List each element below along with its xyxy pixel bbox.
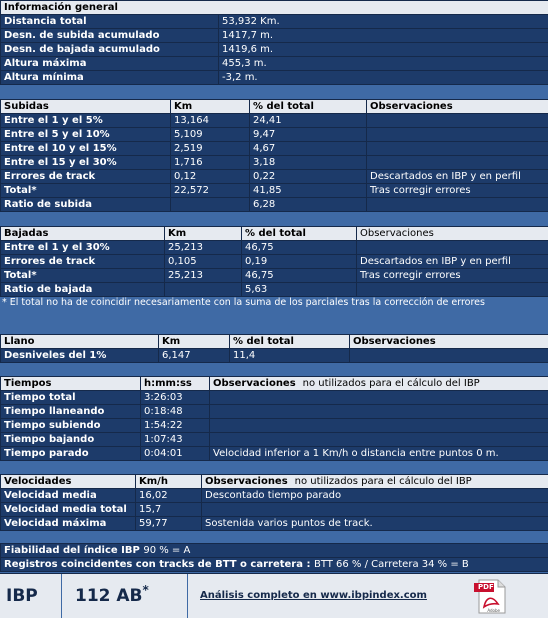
- general-value: 53,932 Km.: [219, 15, 548, 29]
- table-cell: 1:54:22: [141, 419, 210, 433]
- velocidades-header: Km/h: [136, 475, 202, 489]
- ibp-link[interactable]: Análisis completo en www.ibpindex.com: [200, 574, 440, 618]
- general-label: Desn. de bajada acumulado: [1, 43, 219, 57]
- table-cell: 2,519: [171, 142, 250, 156]
- fiabilidad-label: Fiabilidad del índice IBP: [4, 545, 140, 556]
- subidas-table: [0, 99, 548, 212]
- general-label: Desn. de subida acumulado: [1, 29, 219, 43]
- bajadas-header: Km: [165, 227, 242, 241]
- registros-row: [1, 558, 548, 572]
- table-cell: Desniveles del 1%: [1, 349, 159, 363]
- subidas-header: Km: [171, 100, 250, 114]
- table-cell: [350, 349, 548, 363]
- ibp-footer: [0, 573, 548, 618]
- table-cell: [367, 156, 548, 170]
- velocidades-header-label: Observaciones: [205, 476, 288, 487]
- table-cell: 5,109: [171, 128, 250, 142]
- table-cell: Velocidad media: [1, 489, 136, 503]
- table-cell: Total*: [1, 184, 171, 198]
- table-cell: 59,77: [136, 517, 202, 531]
- table-cell: 0,12: [171, 170, 250, 184]
- table-cell: 6,28: [250, 198, 367, 212]
- llano-header: Llano: [1, 335, 159, 349]
- llano-table: [0, 334, 548, 363]
- table-cell: 0:04:01: [141, 447, 210, 461]
- ibp-score-cell: [63, 574, 188, 618]
- table-cell: Entre el 1 y el 30%: [1, 241, 165, 255]
- table-cell: 1:07:43: [141, 433, 210, 447]
- table-cell: Descontado tiempo parado: [202, 489, 548, 503]
- general-value: 1419,6 m.: [219, 43, 548, 57]
- table-cell: Tras corregir errores: [357, 269, 548, 283]
- llano-header: Observaciones: [350, 335, 548, 349]
- table-cell: [367, 142, 548, 156]
- table-cell: Tiempo llaneando: [1, 405, 141, 419]
- svg-text:Adobe: Adobe: [487, 608, 500, 613]
- general-value: 455,3 m.: [219, 57, 548, 71]
- table-cell: 25,213: [165, 241, 242, 255]
- table-cell: [367, 198, 548, 212]
- table-cell: 0,105: [165, 255, 242, 269]
- table-cell: 3,18: [250, 156, 367, 170]
- footnote: * El total no ha de coincidir necesariamente con la suma de los parciales tras la corrección de errores: [0, 297, 548, 308]
- velocidades-table: [0, 474, 548, 531]
- table-cell: [357, 283, 548, 297]
- tiempos-table: [0, 376, 548, 461]
- subidas-header: Observaciones: [367, 100, 548, 114]
- tiempos-header: Tiempos: [1, 377, 141, 391]
- summary-table: [0, 543, 548, 572]
- table-cell: [165, 283, 242, 297]
- tiempos-header-label: Observaciones: [213, 378, 296, 389]
- table-cell: 15,7: [136, 503, 202, 517]
- table-cell: [210, 405, 548, 419]
- table-cell: Entre el 10 y el 15%: [1, 142, 171, 156]
- table-cell: Tiempo subiendo: [1, 419, 141, 433]
- general-value: 1417,7 m.: [219, 29, 548, 43]
- table-cell: 41,85: [250, 184, 367, 198]
- table-cell: 13,164: [171, 114, 250, 128]
- general-label: Distancia total: [1, 15, 219, 29]
- table-cell: Ratio de bajada: [1, 283, 165, 297]
- fiabilidad-row: [1, 544, 548, 558]
- table-cell: 1,716: [171, 156, 250, 170]
- ibp-score: 112 AB: [75, 586, 143, 606]
- table-cell: Errores de track: [1, 170, 171, 184]
- registros-value: BTT 66 % / Carretera 34 % = B: [314, 559, 469, 570]
- table-cell: 46,75: [242, 241, 357, 255]
- table-cell: Entre el 15 y el 30%: [1, 156, 171, 170]
- subidas-header: Subidas: [1, 100, 171, 114]
- table-cell: 6,147: [159, 349, 230, 363]
- table-cell: [367, 114, 548, 128]
- table-cell: [210, 433, 548, 447]
- table-cell: Sostenida varios puntos de track.: [202, 517, 548, 531]
- table-cell: Tras corregir errores: [367, 184, 548, 198]
- velocidades-header-obs: [202, 475, 548, 489]
- table-cell: [357, 241, 548, 255]
- velocidades-header-note: no utilizados para el cálculo del IBP: [295, 476, 472, 487]
- bajadas-table: [0, 226, 548, 297]
- table-cell: [367, 128, 548, 142]
- general-label: Altura máxima: [1, 57, 219, 71]
- bajadas-header: Bajadas: [1, 227, 165, 241]
- table-cell: 22,572: [171, 184, 250, 198]
- table-cell: Ratio de subida: [1, 198, 171, 212]
- table-cell: Total*: [1, 269, 165, 283]
- table-cell: [171, 198, 250, 212]
- bajadas-header: Observaciones: [357, 227, 548, 241]
- table-cell: 9,47: [250, 128, 367, 142]
- table-cell: Descartados en IBP y en perfil: [367, 170, 548, 184]
- table-cell: Tiempo parado: [1, 447, 141, 461]
- table-cell: 25,213: [165, 269, 242, 283]
- general-value: -3,2 m.: [219, 71, 548, 85]
- table-cell: Errores de track: [1, 255, 165, 269]
- table-cell: Tiempo bajando: [1, 433, 141, 447]
- subidas-header: % del total: [250, 100, 367, 114]
- table-cell: 0:18:48: [141, 405, 210, 419]
- table-cell: Velocidad media total: [1, 503, 136, 517]
- table-cell: 24,41: [250, 114, 367, 128]
- table-cell: [210, 391, 548, 405]
- general-table: [0, 0, 548, 85]
- table-cell: 3:26:03: [141, 391, 210, 405]
- fiabilidad-value: 90 % = A: [143, 545, 190, 556]
- tiempos-header-note: no utilizados para el cálculo del IBP: [303, 378, 480, 389]
- tiempos-header: h:mm:ss: [141, 377, 210, 391]
- table-cell: 5,63: [242, 283, 357, 297]
- table-cell: [202, 503, 548, 517]
- table-cell: Velocidad inferior a 1 Km/h o distancia entre puntos 0 m.: [210, 447, 548, 461]
- ibp-label: IBP: [0, 574, 62, 618]
- table-cell: Entre el 5 y el 10%: [1, 128, 171, 142]
- table-cell: Velocidad máxima: [1, 517, 136, 531]
- table-cell: 0,22: [250, 170, 367, 184]
- tiempos-header-obs: [210, 377, 548, 391]
- table-cell: 46,75: [242, 269, 357, 283]
- table-cell: Descartados en IBP y en perfil: [357, 255, 548, 269]
- table-cell: [210, 419, 548, 433]
- pdf-icon[interactable]: [470, 577, 512, 615]
- table-cell: Tiempo total: [1, 391, 141, 405]
- general-title: Información general: [1, 1, 548, 15]
- table-cell: Entre el 1 y el 5%: [1, 114, 171, 128]
- llano-header: % del total: [230, 335, 350, 349]
- velocidades-header: Velocidades: [1, 475, 136, 489]
- table-cell: 0,19: [242, 255, 357, 269]
- table-cell: 4,67: [250, 142, 367, 156]
- table-cell: 11,4: [230, 349, 350, 363]
- general-label: Altura mínima: [1, 71, 219, 85]
- llano-header: Km: [159, 335, 230, 349]
- registros-label: Registros coincidentes con tracks de BTT o carretera :: [4, 559, 310, 570]
- table-cell: 16,02: [136, 489, 202, 503]
- pdf-label: PDF: [478, 583, 494, 592]
- ibp-score-star: *: [143, 583, 149, 597]
- bajadas-header: % del total: [242, 227, 357, 241]
